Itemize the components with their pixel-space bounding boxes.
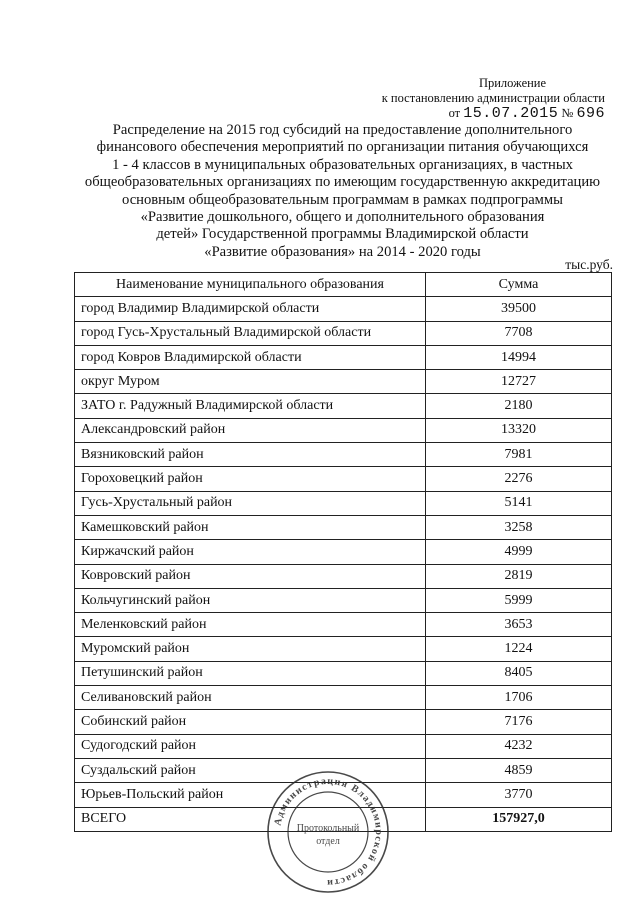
title-line: детей» Государственной программы Владимирской области (156, 226, 529, 243)
units-label: тыс.руб. (565, 257, 613, 272)
municipality-name: округ Муром (75, 370, 426, 394)
subsidy-table (74, 272, 612, 832)
municipality-name: Вязниковский район (75, 443, 426, 467)
municipality-name: Юрьев-Польский район (75, 783, 426, 807)
municipality-name: Гороховецкий район (75, 467, 426, 491)
table-row (75, 418, 612, 442)
municipality-name: Суздальский район (75, 758, 426, 782)
decree-date: 15.07.2015 (463, 105, 559, 122)
appendix-date-line (360, 106, 605, 121)
municipality-name: Ковровский район (75, 564, 426, 588)
table-row (75, 637, 612, 661)
amount: 5999 (426, 588, 612, 612)
stamp-center-line2: отдел (316, 836, 340, 847)
stamp-ring-text: Администрация Владимирской области (272, 775, 385, 889)
title-line: основным общеобразовательным программам в рамках подпрограммы (122, 191, 563, 208)
amount: 13320 (426, 418, 612, 442)
appendix-decree: к постановлению администрации области (381, 91, 605, 105)
amount: 2276 (426, 467, 612, 491)
municipality-name: ЗАТО г. Радужный Владимирской области (75, 394, 426, 418)
title-line: общеобразовательных организациях по имеющим государственную аккредитацию (84, 174, 601, 191)
amount: 3770 (426, 783, 612, 807)
table-row (75, 564, 612, 588)
stamp-center-line1: Протокольный (296, 823, 360, 834)
table-row (75, 710, 612, 734)
amount: 12727 (426, 370, 612, 394)
table-row (75, 686, 612, 710)
table-row (75, 443, 612, 467)
amount: 5141 (426, 491, 612, 515)
number-sign: № (561, 106, 574, 120)
appendix-header (360, 76, 605, 121)
amount: 8405 (426, 661, 612, 685)
municipality-name: Кольчугинский район (75, 588, 426, 612)
amount: 3653 (426, 613, 612, 637)
municipality-name: Киржачский район (75, 540, 426, 564)
table-row (75, 661, 612, 685)
amount: 1224 (426, 637, 612, 661)
amount: 4999 (426, 540, 612, 564)
title-line: 1 - 4 классов в муниципальных образовательных организациях, в частных (112, 156, 573, 173)
appendix-label: Приложение (478, 76, 547, 90)
table-row (75, 613, 612, 637)
total-label: ВСЕГО (75, 807, 426, 831)
official-stamp-icon (266, 770, 390, 894)
amount: 7708 (426, 321, 612, 345)
date-prefix: от (448, 106, 461, 120)
header-municipality: Наименование муниципального образования (75, 273, 426, 297)
municipality-name: город Владимир Владимирской области (75, 297, 426, 321)
amount: 14994 (426, 345, 612, 369)
table-row (75, 370, 612, 394)
total-value: 157927,0 (426, 807, 612, 831)
municipality-name: Муромский район (75, 637, 426, 661)
table-row (75, 394, 612, 418)
document-title (70, 122, 615, 261)
municipality-name: Собинский район (75, 710, 426, 734)
table-row (75, 297, 612, 321)
amount: 7981 (426, 443, 612, 467)
table-row (75, 345, 612, 369)
municipality-name: Петушинский район (75, 661, 426, 685)
table-row (75, 734, 612, 758)
amount: 1706 (426, 686, 612, 710)
amount: 2180 (426, 394, 612, 418)
header-amount: Сумма (426, 273, 612, 297)
municipality-name: Селивановский район (75, 686, 426, 710)
amount: 2819 (426, 564, 612, 588)
table-row (75, 515, 612, 539)
table-header-row (75, 273, 612, 297)
title-line: «Развитие образования» на 2014 - 2020 годы (204, 243, 481, 260)
table-row (75, 467, 612, 491)
amount: 4859 (426, 758, 612, 782)
title-line: Распределение на 2015 год субсидий на предоставление дополнительного (112, 122, 573, 138)
municipality-name: город Ковров Владимирской области (75, 345, 426, 369)
amount: 3258 (426, 515, 612, 539)
municipality-name: Александровский район (75, 418, 426, 442)
table-row (75, 588, 612, 612)
title-line: финансового обеспечения мероприятий по организации питания обучающихся (96, 139, 589, 156)
table-row (75, 540, 612, 564)
table-row (75, 321, 612, 345)
municipality-name: Гусь-Хрустальный район (75, 491, 426, 515)
municipality-name: Судогодский район (75, 734, 426, 758)
municipality-name: Камешковский район (75, 515, 426, 539)
municipality-name: Меленковский район (75, 613, 426, 637)
table-row (75, 491, 612, 515)
decree-number: 696 (576, 105, 605, 122)
amount: 39500 (426, 297, 612, 321)
title-line: «Развитие дошкольного, общего и дополнительного образования (140, 209, 545, 226)
amount: 4232 (426, 734, 612, 758)
municipality-name: город Гусь-Хрустальный Владимирской области (75, 321, 426, 345)
amount: 7176 (426, 710, 612, 734)
